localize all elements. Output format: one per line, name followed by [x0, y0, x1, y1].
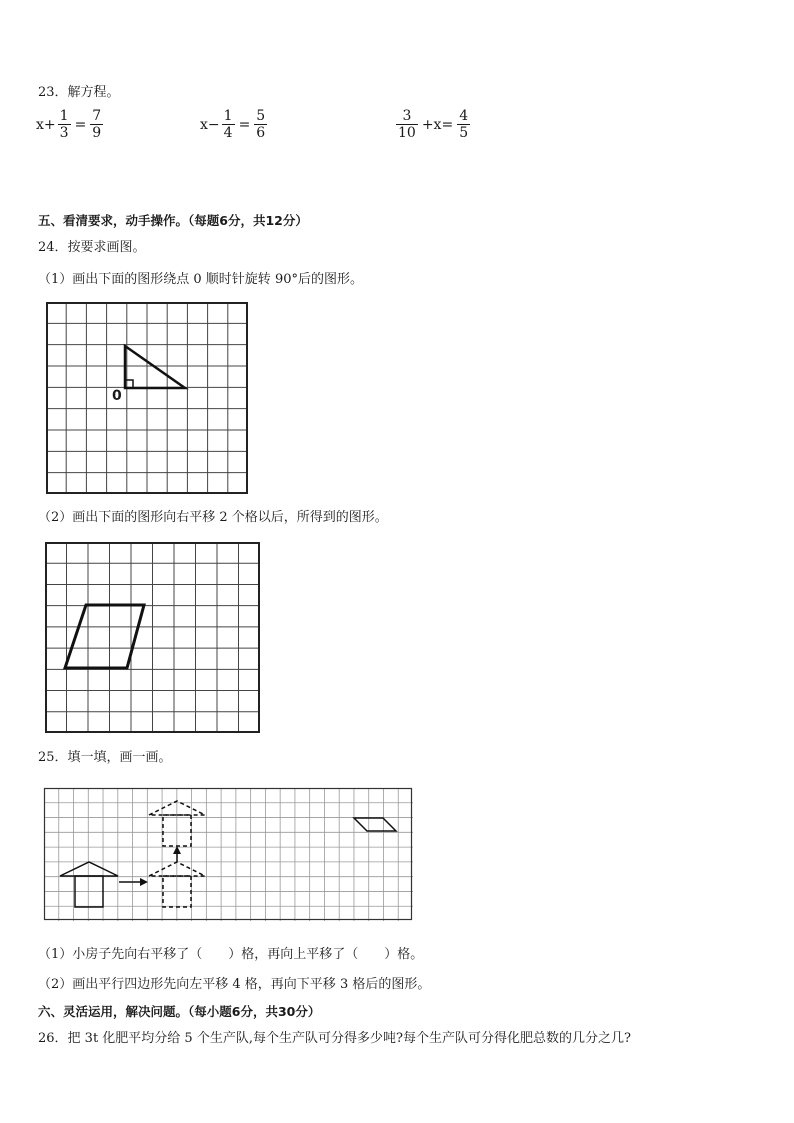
q24-part1-text: （1）画出下面的图形绕点 0 顺时针旋转 90°后的图形。	[38, 272, 363, 287]
q24-part2-text: （2）画出下面的图形向右平移 2 个格以后，所得到的图形。	[38, 510, 388, 525]
section-6-heading: 六、灵活运用，解决问题。（每小题6分，共30分）	[38, 1004, 321, 1019]
house-grid	[44, 788, 413, 921]
equation-2	[200, 108, 269, 141]
q25-part1-text: （1）小房子先向右平移了（ ）格，再向上平移了（ ）格。	[38, 947, 424, 962]
up-arrow-icon	[173, 846, 181, 862]
house-grid-border	[45, 789, 412, 920]
equation-1	[36, 108, 105, 141]
right-triangle-shape	[125, 346, 185, 388]
eq2-fraction-b: $\frac{5}{6}$	[256, 108, 266, 141]
parallelogram-shape	[65, 605, 144, 668]
small-house-shape	[60, 862, 118, 907]
house-grid-figure	[44, 788, 413, 921]
eq3-fraction-a: $\frac{3}{10}$	[398, 108, 416, 141]
q24-title: 24．按要求画图。	[38, 240, 146, 255]
translation-grid-figure	[45, 542, 260, 733]
right-arrow-icon	[119, 878, 148, 886]
eq1-prefix: x+	[36, 116, 56, 133]
eq2-equals: =	[238, 116, 251, 133]
q25-part2-text: （2）画出平行四边形先向左平移 4 格，再向下平移 3 格后的图形。	[38, 977, 431, 992]
section-5-heading: 五、看清要求，动手操作。（每题6分，共12分）	[38, 213, 308, 228]
eq1-fraction-b: $\frac{7}{9}$	[92, 108, 102, 141]
rotation-grid-figure	[46, 302, 248, 494]
eq3-fraction-b: $\frac{4}{5}$	[459, 108, 469, 141]
eq1-equals: =	[74, 116, 87, 133]
eq2-prefix: x−	[200, 116, 220, 133]
translation-grid	[45, 542, 260, 733]
q26-text: 26．把 3t 化肥平均分给 5 个生产队,每个生产队可分得多少吨?每个生产队可分得化肥总数的几分之几?	[38, 1031, 631, 1046]
eq2-fraction-a: $\frac{1}{4}$	[223, 108, 233, 141]
rotation-grid	[46, 302, 248, 494]
eq3-middle: +x=	[421, 116, 454, 133]
eq1-fraction-a: $\frac{1}{3}$	[59, 108, 69, 141]
point-o-label: 0	[112, 388, 122, 404]
equation-3	[394, 108, 472, 141]
q23-title: 23．解方程。	[38, 85, 120, 100]
small-parallelogram-shape	[354, 818, 396, 831]
q25-title: 25．填一填，画一画。	[38, 750, 172, 765]
